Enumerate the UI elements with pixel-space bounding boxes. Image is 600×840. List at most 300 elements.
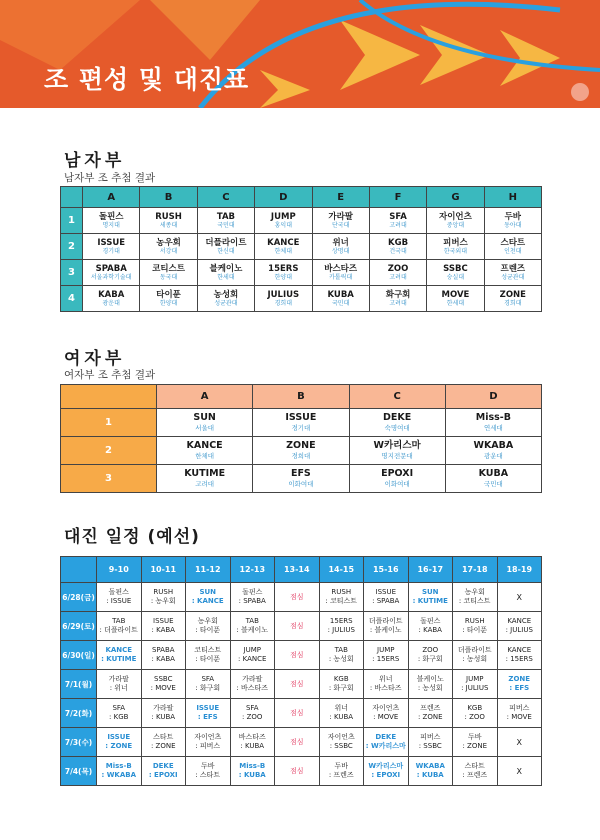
match-cell bbox=[141, 757, 186, 786]
men-row-number: 1 bbox=[61, 208, 83, 234]
schedule-row bbox=[61, 728, 542, 757]
match-cell bbox=[141, 612, 186, 641]
men-team-cell bbox=[255, 286, 312, 312]
school-name: 서울과학기술대 bbox=[90, 273, 132, 281]
match-line-1: X bbox=[516, 737, 522, 747]
match-cell bbox=[408, 757, 453, 786]
women-corner-cell bbox=[61, 385, 157, 409]
match-cell bbox=[408, 583, 453, 612]
men-team-cell bbox=[140, 260, 197, 286]
match-cell bbox=[408, 670, 453, 699]
school-name: 동국대 bbox=[159, 273, 178, 281]
match-line-1: 두바 bbox=[334, 762, 349, 770]
men-team-cell bbox=[427, 234, 484, 260]
team-name: JULIUS bbox=[267, 289, 300, 300]
match-cell bbox=[97, 670, 142, 699]
women-group-header: C bbox=[349, 385, 445, 409]
team-name: 농우회 bbox=[156, 237, 181, 248]
match-line-1: KGB bbox=[467, 704, 483, 712]
match-cell bbox=[230, 641, 275, 670]
match-cell bbox=[408, 612, 453, 641]
match-line-1: 스타트 bbox=[464, 762, 485, 770]
match-line-1: Miss-B bbox=[239, 762, 266, 770]
match-line-2: : 바스타즈 bbox=[369, 684, 402, 692]
match-line-2: : 농우회 bbox=[150, 597, 176, 605]
match-line-2: : KUBA bbox=[151, 713, 176, 721]
schedule-date: 7/4(목) bbox=[61, 757, 97, 786]
match-line-2: : JULIUS bbox=[505, 626, 533, 634]
match-cell bbox=[453, 728, 498, 757]
men-group-header: D bbox=[255, 187, 312, 208]
match-line-1: KANCE bbox=[507, 617, 532, 625]
schedule-table bbox=[60, 556, 542, 786]
match-line-2: : 바스타즈 bbox=[236, 684, 269, 692]
team-name: SUN bbox=[193, 412, 216, 423]
school-name: 성균관대 bbox=[501, 273, 525, 281]
match-line-2: : 코티스트 bbox=[325, 597, 358, 605]
match-line-2: : 타이푼 bbox=[195, 626, 221, 634]
match-line-1: 피버스 bbox=[509, 704, 530, 712]
match-cell bbox=[408, 699, 453, 728]
men-table-row bbox=[61, 286, 542, 312]
match-line-2: : EPOXI bbox=[371, 771, 401, 779]
team-name: 농성회 bbox=[213, 289, 239, 300]
women-section-subtitle: 여자부 조 추첨 결과 bbox=[64, 369, 156, 381]
schedule-date: 7/1(월) bbox=[61, 670, 97, 699]
match-line-1: 더플라이트 bbox=[457, 646, 492, 654]
match-line-1: 자이언츠 bbox=[194, 733, 222, 741]
match-line-1: 자이언츠 bbox=[327, 733, 355, 741]
schedule-row bbox=[61, 670, 542, 699]
school-name: 상명대 bbox=[331, 247, 350, 255]
team-name: KANCE bbox=[267, 237, 300, 248]
match-line-2: : KUBA bbox=[238, 771, 266, 779]
men-team-cell bbox=[83, 234, 140, 260]
match-cell bbox=[364, 699, 409, 728]
match-cell bbox=[319, 670, 364, 699]
team-name: 프렌즈 bbox=[500, 263, 526, 274]
match-line-2: : 화구회 bbox=[328, 684, 354, 692]
men-team-cell bbox=[312, 234, 369, 260]
men-row-number: 2 bbox=[61, 234, 83, 260]
women-group-header: B bbox=[253, 385, 349, 409]
time-slot-header: 12-13 bbox=[230, 557, 275, 583]
school-name: 경희대 bbox=[504, 299, 522, 307]
match-line-1: ZONE bbox=[508, 675, 531, 683]
match-line-1: SFA bbox=[201, 675, 215, 683]
match-line-1: 점심 bbox=[289, 592, 304, 601]
men-team-cell bbox=[484, 234, 541, 260]
match-line-1: 15ERS bbox=[329, 617, 353, 625]
match-line-1: X bbox=[516, 592, 522, 602]
school-name: 광운대 bbox=[102, 299, 120, 307]
match-line-1: 점심 bbox=[289, 679, 304, 688]
match-line-2: : KABA bbox=[418, 626, 442, 634]
match-line-2: : KUBA bbox=[416, 771, 444, 779]
match-line-1: 스타트 bbox=[153, 733, 174, 741]
men-section-title: 남자부 bbox=[64, 151, 126, 171]
lunch-break-cell bbox=[275, 612, 320, 641]
match-line-1: RUSH bbox=[331, 588, 352, 596]
lunch-break-cell bbox=[275, 699, 320, 728]
team-name: RUSH bbox=[155, 211, 182, 222]
match-line-1: SPABA bbox=[151, 646, 175, 654]
match-cell bbox=[97, 699, 142, 728]
women-row-number: 1 bbox=[61, 409, 157, 437]
men-team-cell bbox=[312, 260, 369, 286]
team-name: 돌핀스 bbox=[98, 211, 124, 222]
match-line-2: : 농성회 bbox=[417, 684, 443, 692]
match-line-1: DEKE bbox=[152, 762, 174, 770]
match-line-1: DEKE bbox=[375, 733, 397, 741]
time-slot-header: 18-19 bbox=[497, 557, 542, 583]
match-line-1: 점심 bbox=[289, 737, 304, 746]
team-name: JUMP bbox=[270, 211, 296, 222]
team-name: SPABA bbox=[95, 263, 127, 274]
school-name: 고려대 bbox=[389, 299, 407, 307]
women-header-row bbox=[61, 385, 542, 409]
men-team-cell bbox=[140, 208, 197, 234]
women-row-number: 2 bbox=[61, 437, 157, 465]
men-team-cell bbox=[312, 208, 369, 234]
match-cell bbox=[186, 612, 231, 641]
school-name: 한세대 bbox=[446, 299, 465, 307]
match-line-1: 프렌즈 bbox=[420, 704, 441, 712]
team-name: ZONE bbox=[499, 289, 526, 300]
match-line-1: 더플라이트 bbox=[368, 617, 403, 625]
match-line-2: : KUBA bbox=[329, 713, 354, 721]
men-team-cell bbox=[83, 286, 140, 312]
match-cell bbox=[453, 670, 498, 699]
match-line-2: : 위너 bbox=[109, 684, 128, 692]
match-line-1: WKABA bbox=[415, 762, 445, 770]
men-team-cell bbox=[427, 208, 484, 234]
men-table-row bbox=[61, 234, 542, 260]
match-line-2: : SSBC bbox=[418, 742, 442, 750]
match-line-1: SFA bbox=[112, 704, 126, 712]
women-team-cell bbox=[253, 465, 349, 493]
team-name: 더플라이트 bbox=[205, 237, 247, 248]
match-line-1: 위너 bbox=[334, 704, 349, 712]
team-name: KUTIME bbox=[184, 468, 226, 479]
school-name: 광운대 bbox=[483, 452, 503, 460]
schedule-section-title: 대진 일정 (예선) bbox=[64, 527, 200, 547]
match-line-2: : W카리스마 bbox=[365, 742, 406, 750]
match-line-1: 농우회 bbox=[197, 617, 218, 625]
match-line-2: : EFS bbox=[197, 713, 218, 721]
no-match-cell bbox=[497, 583, 542, 612]
match-cell bbox=[453, 699, 498, 728]
match-cell bbox=[497, 670, 542, 699]
men-header-row bbox=[61, 187, 542, 208]
men-table-row bbox=[61, 208, 542, 234]
match-cell bbox=[319, 641, 364, 670]
women-team-cell bbox=[445, 465, 541, 493]
match-cell bbox=[364, 612, 409, 641]
school-name: 성균관대 bbox=[214, 299, 238, 307]
school-name: 세종대 bbox=[159, 221, 178, 229]
match-cell bbox=[453, 612, 498, 641]
school-name: 한체대 bbox=[195, 452, 215, 460]
page-title: 조 편성 및 대진표 bbox=[44, 65, 250, 94]
match-line-2: : ZONE bbox=[150, 742, 176, 750]
school-name: 경기대 bbox=[291, 424, 311, 432]
school-name: 한신대 bbox=[217, 247, 235, 255]
match-line-1: 두바 bbox=[467, 733, 482, 741]
match-line-1: 가라팔 bbox=[153, 704, 174, 712]
match-cell bbox=[497, 641, 542, 670]
match-cell bbox=[364, 583, 409, 612]
match-line-2: : KGB bbox=[109, 713, 129, 721]
schedule-date: 7/3(수) bbox=[61, 728, 97, 757]
team-name: 바스타즈 bbox=[324, 263, 358, 274]
match-line-2: : MOVE bbox=[373, 713, 399, 721]
men-team-cell bbox=[255, 260, 312, 286]
team-name: EFS bbox=[290, 468, 311, 479]
match-line-1: 점심 bbox=[289, 621, 304, 630]
schedule-date: 6/29(토) bbox=[61, 612, 97, 641]
women-team-cell bbox=[253, 437, 349, 465]
header-banner bbox=[0, 0, 600, 108]
match-line-1: KGB bbox=[333, 675, 349, 683]
match-line-2: : ZOO bbox=[242, 713, 263, 721]
women-team-cell bbox=[445, 437, 541, 465]
school-name: 경희대 bbox=[291, 452, 311, 460]
team-name: DEKE bbox=[383, 412, 412, 423]
school-name: 홍익대 bbox=[274, 221, 292, 229]
team-name: KUBA bbox=[327, 289, 354, 300]
match-line-1: 위너 bbox=[378, 675, 393, 683]
school-name: 한국외대 bbox=[443, 247, 468, 255]
match-line-2: : SPABA bbox=[372, 597, 400, 605]
team-name: 두바 bbox=[504, 211, 522, 222]
school-name: 경희대 bbox=[274, 299, 292, 307]
school-name: 숭실대 bbox=[446, 273, 465, 281]
lunch-break-cell bbox=[275, 757, 320, 786]
match-cell bbox=[186, 583, 231, 612]
match-cell bbox=[408, 728, 453, 757]
match-cell bbox=[186, 699, 231, 728]
match-line-1: SUN bbox=[199, 588, 217, 596]
team-name: 스타트 bbox=[500, 237, 526, 248]
team-name: KANCE bbox=[186, 440, 223, 451]
time-slot-header: 17-18 bbox=[453, 557, 498, 583]
schedule-row bbox=[61, 641, 542, 670]
match-line-2: : EPOXI bbox=[148, 771, 178, 779]
women-team-cell bbox=[157, 465, 253, 493]
match-line-2: : 타이푼 bbox=[462, 626, 488, 634]
women-section-title: 여자부 bbox=[64, 349, 126, 369]
match-cell bbox=[230, 612, 275, 641]
match-cell bbox=[453, 583, 498, 612]
match-line-2: : KANCE bbox=[238, 655, 267, 663]
time-slot-header: 16-17 bbox=[408, 557, 453, 583]
match-line-1: 자이언츠 bbox=[372, 704, 400, 712]
match-line-2: : 블케이노 bbox=[369, 626, 402, 634]
match-line-2: : KABA bbox=[151, 626, 175, 634]
match-line-1: 피버스 bbox=[420, 733, 441, 741]
women-team-cell bbox=[445, 409, 541, 437]
match-cell bbox=[97, 757, 142, 786]
men-team-cell bbox=[140, 234, 197, 260]
team-name: 타이푼 bbox=[156, 289, 181, 300]
match-line-1: 가라팔 bbox=[242, 675, 263, 683]
match-line-2: : ZONE bbox=[417, 713, 443, 721]
match-line-2: : 더플라이트 bbox=[99, 626, 138, 634]
match-line-2: : 블케이노 bbox=[236, 626, 269, 634]
men-group-header: A bbox=[83, 187, 140, 208]
women-group-header: D bbox=[445, 385, 541, 409]
school-name: 명지전문대 bbox=[381, 452, 413, 460]
team-name: ZONE bbox=[286, 440, 316, 451]
match-line-1: KANCE bbox=[105, 646, 133, 654]
team-name: KGB bbox=[388, 237, 409, 248]
school-name: 인천대 bbox=[504, 247, 522, 255]
match-cell bbox=[319, 757, 364, 786]
women-team-cell bbox=[349, 437, 445, 465]
men-team-cell bbox=[427, 286, 484, 312]
match-cell bbox=[230, 757, 275, 786]
school-name: 명지대 bbox=[102, 221, 120, 229]
men-team-cell bbox=[197, 234, 254, 260]
team-name: 가라팔 bbox=[328, 211, 353, 222]
match-cell bbox=[186, 728, 231, 757]
match-line-1: ISSUE bbox=[153, 617, 174, 625]
match-cell bbox=[141, 583, 186, 612]
match-line-1: Miss-B bbox=[105, 762, 132, 770]
men-team-cell bbox=[83, 208, 140, 234]
lunch-break-cell bbox=[275, 670, 320, 699]
women-team-cell bbox=[157, 409, 253, 437]
team-name: ZOO bbox=[387, 263, 409, 274]
match-line-2: : KUTIME bbox=[101, 655, 137, 663]
match-line-1: 농우회 bbox=[464, 588, 485, 596]
match-line-2: : ZONE bbox=[105, 742, 133, 750]
school-name: 고려대 bbox=[389, 273, 407, 281]
school-name: 이화여대 bbox=[288, 480, 314, 488]
team-name: 15ERS bbox=[268, 263, 299, 274]
match-cell bbox=[319, 612, 364, 641]
match-cell bbox=[364, 728, 409, 757]
match-line-1: TAB bbox=[112, 617, 126, 625]
match-line-2: : 프렌즈 bbox=[462, 771, 488, 779]
team-name: ISSUE bbox=[97, 237, 126, 248]
men-row-number: 3 bbox=[61, 260, 83, 286]
school-name: 한세대 bbox=[217, 273, 235, 281]
school-name: 단국대 bbox=[331, 221, 350, 229]
men-team-cell bbox=[140, 286, 197, 312]
time-slot-header: 9-10 bbox=[97, 557, 142, 583]
men-team-cell bbox=[312, 286, 369, 312]
match-line-1: JUMP bbox=[243, 646, 261, 654]
match-cell bbox=[230, 728, 275, 757]
match-line-2: : MOVE bbox=[150, 684, 176, 692]
men-team-cell bbox=[255, 234, 312, 260]
team-name: SSBC bbox=[443, 263, 468, 274]
team-name: ISSUE bbox=[285, 412, 317, 423]
team-name: SFA bbox=[389, 211, 407, 222]
match-line-2: : JULIUS bbox=[327, 626, 355, 634]
women-table-row bbox=[61, 465, 542, 493]
match-line-1: JUMP bbox=[466, 675, 484, 683]
women-group-header: A bbox=[157, 385, 253, 409]
school-name: 한양대 bbox=[274, 273, 292, 281]
school-name: 중앙대 bbox=[446, 221, 465, 229]
match-line-2: : 농성회 bbox=[462, 655, 488, 663]
match-line-2: : 타이푼 bbox=[195, 655, 221, 663]
time-slot-header: 10-11 bbox=[141, 557, 186, 583]
women-group-table bbox=[60, 384, 542, 493]
men-team-cell bbox=[369, 208, 426, 234]
match-line-2: : 화구회 bbox=[195, 684, 221, 692]
match-cell bbox=[364, 757, 409, 786]
match-line-1: 돌핀스 bbox=[420, 617, 441, 625]
match-line-1: TAB bbox=[245, 617, 259, 625]
match-cell bbox=[141, 699, 186, 728]
team-name: Miss-B bbox=[475, 412, 511, 423]
school-name: 동아대 bbox=[504, 221, 522, 229]
match-line-2: : 프렌즈 bbox=[328, 771, 354, 779]
lunch-break-cell bbox=[275, 583, 320, 612]
schedule-date: 6/30(일) bbox=[61, 641, 97, 670]
match-cell bbox=[141, 728, 186, 757]
team-name: 코티스트 bbox=[152, 263, 185, 274]
match-cell bbox=[364, 641, 409, 670]
team-name: 위너 bbox=[332, 237, 349, 248]
men-row-number: 4 bbox=[61, 286, 83, 312]
team-name: 블케이노 bbox=[209, 263, 243, 274]
school-name: 국민대 bbox=[217, 221, 235, 229]
team-name: KABA bbox=[98, 289, 125, 300]
match-line-2: : SPABA bbox=[238, 597, 266, 605]
schedule-date: 6/28(금) bbox=[61, 583, 97, 612]
team-name: 피버스 bbox=[443, 237, 468, 248]
team-name: TAB bbox=[216, 211, 236, 222]
schedule-row bbox=[61, 757, 542, 786]
match-line-2: : 화구회 bbox=[417, 655, 443, 663]
match-cell bbox=[186, 670, 231, 699]
school-name: 이화여대 bbox=[384, 480, 410, 488]
match-cell bbox=[319, 728, 364, 757]
match-line-1: 돌핀스 bbox=[242, 588, 263, 596]
match-cell bbox=[141, 641, 186, 670]
match-line-1: 가라팔 bbox=[108, 675, 129, 683]
school-name: 한체대 bbox=[274, 247, 292, 255]
match-line-2: : KUTIME bbox=[412, 597, 448, 605]
match-cell bbox=[230, 583, 275, 612]
match-line-2: : MOVE bbox=[506, 713, 532, 721]
men-group-header: G bbox=[427, 187, 484, 208]
schedule-corner-cell bbox=[61, 557, 97, 583]
match-cell bbox=[453, 757, 498, 786]
schedule-row bbox=[61, 699, 542, 728]
match-line-1: SUN bbox=[421, 588, 439, 596]
match-cell bbox=[230, 699, 275, 728]
women-team-cell bbox=[349, 409, 445, 437]
match-line-1: 코티스트 bbox=[194, 646, 222, 654]
men-team-cell bbox=[197, 208, 254, 234]
men-team-cell bbox=[484, 208, 541, 234]
men-team-cell bbox=[484, 260, 541, 286]
men-group-header: F bbox=[369, 187, 426, 208]
match-cell bbox=[141, 670, 186, 699]
match-line-1: RUSH bbox=[464, 617, 485, 625]
school-name: 고려대 bbox=[195, 480, 215, 488]
school-name: 연세대 bbox=[483, 424, 503, 432]
women-team-cell bbox=[157, 437, 253, 465]
men-section-subtitle: 남자부 조 추첨 결과 bbox=[64, 172, 156, 184]
match-line-2: : WKABA bbox=[101, 771, 137, 779]
